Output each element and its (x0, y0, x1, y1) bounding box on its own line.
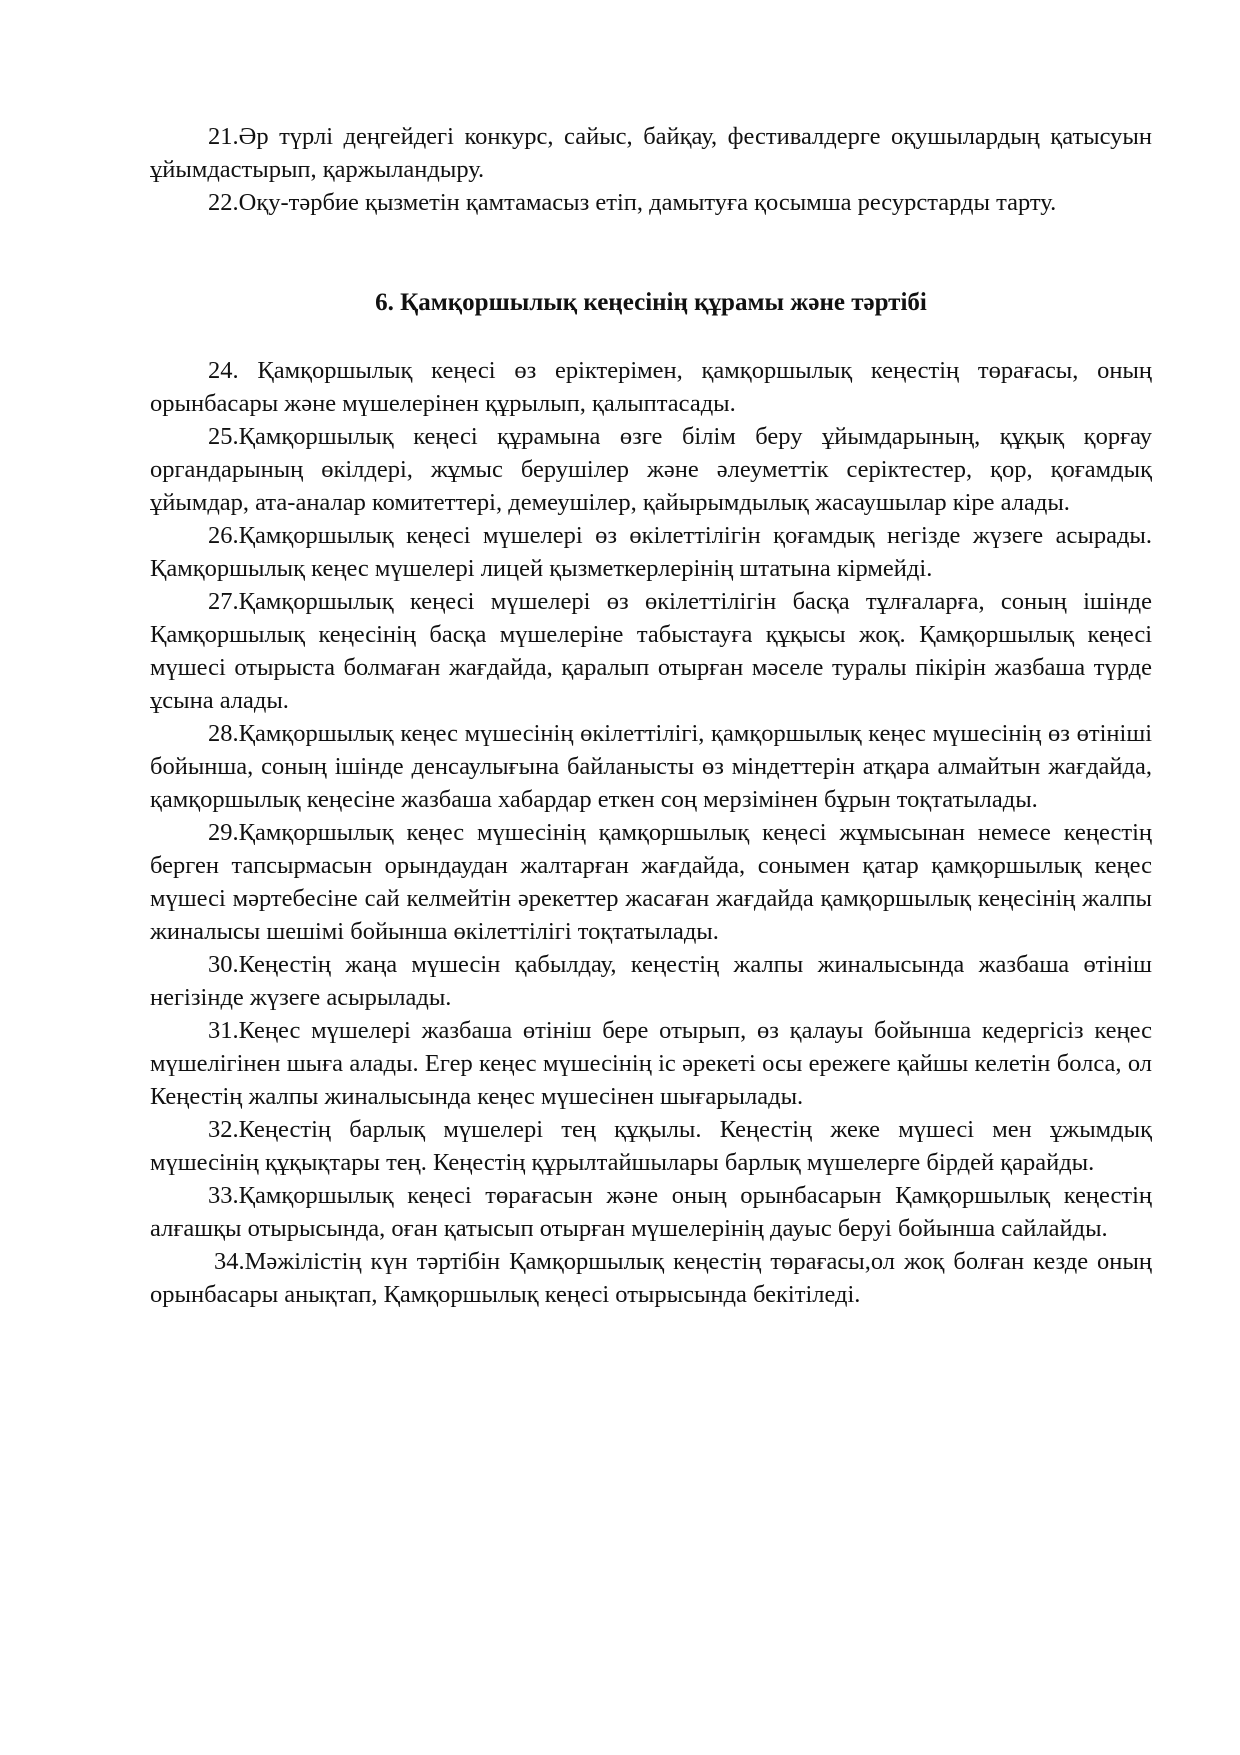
paragraph-item-28 (150, 717, 1152, 816)
paragraph-item-34 (150, 1245, 1152, 1311)
item-number: 29. (208, 819, 239, 846)
paragraph-item-30 (150, 948, 1152, 1014)
item-number: 21. (208, 123, 239, 150)
paragraph-item-27 (150, 585, 1152, 717)
item-text: Қамқоршылық кеңес мүшесінің қамқоршылық кеңесі жұмысынан немесе кеңестің берген тапсырмасын орындаудан жалтарған жағдайда, сонымен қатар қамқоршылық кеңес мүшесі мәртебесіне сай келмейтін әрекеттер жасаған жағдайда қамқоршылық кеңесінің жалпы жиналысы шешімі бойынша өкілеттілігі тоқтатылады. (150, 819, 1152, 945)
paragraph-item-24 (150, 354, 1152, 420)
paragraph-item-29 (150, 816, 1152, 948)
paragraph-item-22 (150, 186, 1152, 219)
item-text: Қамқоршылық кеңесі құрамына өзге білім беру ұйымдарының, құқық қорғау органдарының өкілдері, жұмыс берушілер және әлеуметтік серіктестер, қор, қоғамдық ұйымдар, ата-аналар комитеттері, демеушілер, қайырымдылық жасаушылар кіре алады. (150, 423, 1152, 516)
paragraph-item-33 (150, 1179, 1152, 1245)
item-text: Қамқоршылық кеңесі өз еріктерімен, қамқоршылық кеңестің төрағасы, оның орынбасары және мүшелерінен құрылып, қалыптасады. (150, 357, 1153, 417)
paragraph-item-26 (150, 519, 1152, 585)
paragraph-item-31 (150, 1014, 1152, 1113)
section-items (150, 354, 1152, 1311)
paragraph-item-25 (150, 420, 1152, 519)
item-number: 28. (208, 720, 239, 747)
item-number: 33. (208, 1182, 239, 1209)
paragraph-item-32 (150, 1113, 1152, 1179)
paragraph-item-21 (150, 120, 1152, 186)
section-heading: 6. Қамқоршылық кеңесінің құрамы және тәртібі (375, 289, 927, 316)
item-text: Әр түрлі деңгейдегі конкурс, сайыс, байқау, фестивалдерге оқушылардың қатысуын ұйымдастырып, қаржыландыру. (150, 123, 1152, 183)
item-text: Оқу-тәрбие қызметін қамтамасыз етіп, дамытуға қосымша ресурстарды тарту. (238, 189, 1057, 216)
item-text: Қамқоршылық кеңес мүшесінің өкілеттілігі, қамқоршылық кеңес мүшесінің өз өтініші бойынша, соның ішінде денсаулығына байланысты өз міндеттерін атқара алмайтын жағдайда, қамқоршылық кеңесіне жазбаша хабардар еткен соң мерзімінен бұрын тоқтатылады. (150, 720, 1152, 813)
item-text: Кеңес мүшелері жазбаша өтініш бере отырып, өз қалауы бойынша кедергісіз кеңес мүшелігінен шыға алады. Егер кеңес мүшесінің іс әрекеті осы ережеге қайшы келетін болса, ол Кеңестің жалпы жиналысында кеңес мүшесінен шығарылады. (150, 1017, 1152, 1110)
item-number: 22. (208, 189, 239, 216)
item-number: 32. (208, 1116, 239, 1143)
item-text: Мәжілістің күн тәртібін Қамқоршылық кеңестің төрағасы,ол жоқ болған кезде оның орынбасары анықтап, Қамқоршылық кеңесі отырысында бекітіледі. (150, 1248, 1152, 1308)
item-number: 24. (208, 357, 258, 384)
item-number: 27. (208, 588, 239, 615)
item-text: Қамқоршылық кеңесі мүшелері өз өкілеттілігін басқа тұлғаларға, соның ішінде Қамқоршылық кеңесінің басқа мүшелеріне табыстауға құқысы жоқ. Қамқоршылық кеңесі мүшесі отырыста болмаған жағдайда, қаралып отырған мәселе туралы пікірін жазбаша түрде ұсына алады. (150, 588, 1152, 714)
item-text: Кеңестің жаңа мүшесін қабылдау, кеңестің жалпы жиналысында жазбаша өтініш негізінде жүзеге асырылады. (150, 951, 1152, 1011)
item-number: 34. (214, 1248, 245, 1275)
item-number: 31. (208, 1017, 239, 1044)
item-text: Қамқоршылық кеңесі төрағасын және оның орынбасарын Қамқоршылық кеңестің алғашқы отырысында, оған қатысып отырған мүшелерінің дауыс беруі бойынша сайлайды. (150, 1182, 1152, 1242)
item-text: Кеңестің барлық мүшелері тең құқылы. Кеңестің жеке мүшесі мен ұжымдық мүшесінің құқықтары тең. Кеңестің құрылтайшылары барлық мүшелерге бірдей қарайды. (150, 1116, 1152, 1176)
item-text: Қамқоршылық кеңесі мүшелері өз өкілеттілігін қоғамдық негізде жүзеге асырады. Қамқоршылық кеңес мүшелері лицей қызметкерлерінің штатына кірмейді. (150, 522, 1152, 582)
intro-items (150, 120, 1152, 219)
item-number: 30. (208, 951, 239, 978)
item-number: 25. (208, 423, 239, 450)
item-number: 26. (208, 522, 239, 549)
